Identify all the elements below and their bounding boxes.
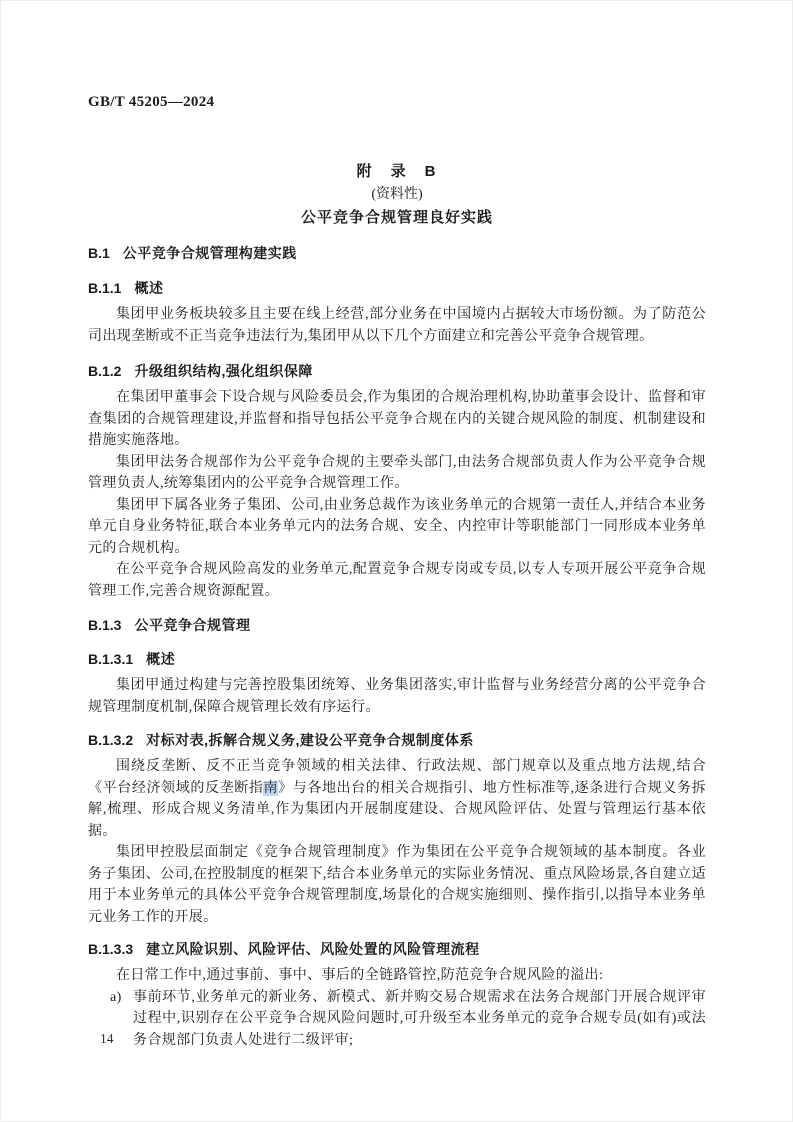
page-content	[88, 160, 706, 1051]
list-item-text: 事前环节,业务单元的新业务、新模式、新并购交易合规需求在法务合规部门开展合规评审过程中,识别存在公平竞争合规风险问题时,可升级至本业务单元的竞争合规专员(如有)或法务合规部门负责人处进行二级评审;	[133, 989, 706, 1048]
section-title: 概述	[134, 280, 164, 296]
paragraph: 在集团甲董事会下设合规与风险委员会,作为集团的合规治理机构,协助董事会设计、监督和审查集团的合规管理建设,并监督和指导包括公平竞争合规在内的关键合规风险的制度、机制建设和措施实施落地。	[88, 390, 706, 448]
section-title: 对标对表,拆解合规义务,建设公平竞争合规制度体系	[146, 732, 474, 748]
section-title: 概述	[146, 651, 176, 667]
section-number: B.1.2	[88, 363, 122, 379]
standard-code-header: GB/T 45205—2024	[88, 94, 215, 110]
paragraph: 集团甲业务板块较多且主要在线上经营,部分业务在中国境内占据较大市场份额。为了防范公司出现垄断或不正当竞争违法行为,集团甲从以下几个方面建立和完善公平竞争合规管理。	[88, 307, 706, 344]
section-heading-b1-3-1	[88, 650, 706, 668]
paragraph: 在日常工作中,通过事前、事中、事后的全链路管控,防范竞争合规风险的溢出:	[116, 968, 604, 983]
appendix-label: 附 录 B	[356, 163, 438, 180]
section-heading-b1	[88, 244, 706, 262]
paragraph-with-highlight	[88, 756, 706, 842]
page-number: 14	[100, 1031, 114, 1046]
section-heading-b1-3-3	[88, 940, 706, 958]
section-title: 公平竞争合规管理	[134, 617, 251, 633]
search-highlighted-text: 南	[263, 780, 279, 796]
section-heading-b1-3-2	[88, 731, 706, 749]
section-number: B.1.3	[88, 617, 122, 633]
list-item-a	[88, 987, 706, 1052]
paragraph: 集团甲法务合规部作为公平竞争合规的主要牵头部门,由法务合规部负责人作为公平竞争合规管理负责人,统筹集团内的公平竞争合规管理工作。	[88, 454, 706, 491]
section-heading-b1-1	[88, 279, 706, 297]
section-heading-b1-2	[88, 362, 706, 380]
list-item-label: a)	[110, 989, 122, 1005]
paragraph: 在公平竞争合规风险高发的业务单元,配置竞争合规专岗或专员,以专人专项开展公平竞争合规管理工作,完善合规资源配置。	[88, 562, 706, 599]
section-heading-b1-3	[88, 616, 706, 634]
section-number: B.1.3.2	[88, 732, 134, 748]
appendix-classification: (资料性)	[371, 187, 423, 202]
paragraph: 集团甲控股层面制定《竞争合规管理制度》作为集团在公平竞争合规领域的基本制度。各业务子集团、公司,在控股制度的框架下,结合本业务单元的实际业务情况、重点风险场景,各自建立适用于本业务单元的具体公平竞争合规管理制度,场景化的合规实施细则、操作指引,以指导本业务单元业务工作的开展。	[88, 845, 706, 925]
section-number: B.1.3.3	[88, 941, 134, 957]
section-number: B.1.1	[88, 280, 122, 296]
section-title: 建立风险识别、风险评估、风险处置的风险管理流程	[146, 941, 480, 957]
paragraph-text-after-highlight: 》与各地出台的相关合规指引、地方性标准等,逐条进行合规义务拆解,梳理、形成合规义务清单,作为集团内开展制度建设、合规风险评估、处置与管理运行基本依据。	[88, 780, 706, 839]
section-title: 升级组织结构,强化组织保障	[134, 363, 313, 379]
section-number: B.1	[88, 245, 110, 261]
section-title: 公平竞争合规管理构建实践	[122, 245, 297, 261]
paragraph-text-before-highlight: 围绕反垄断、反不正当竞争领域的相关法律、行政法规、部门规章以及重点地方法规,结合《平台经济领域的反垄断指	[88, 759, 706, 796]
paragraph: 集团甲通过构建与完善控股集团统筹、业务集团落实,审计监督与业务经营分离的公平竞争合规管理制度机制,保障合规管理长效有序运行。	[88, 678, 706, 715]
paragraph: 集团甲下属各业务子集团、公司,由业务总裁作为该业务单元的合规第一责任人,并结合本业务单元自身业务特征,联合本业务单元内的法务合规、安全、内控审计等职能部门一同形成本业务单元的合规机构。	[88, 497, 706, 556]
appendix-title: 公平竞争合规管理良好实践	[300, 209, 493, 226]
section-number: B.1.3.1	[88, 651, 134, 667]
